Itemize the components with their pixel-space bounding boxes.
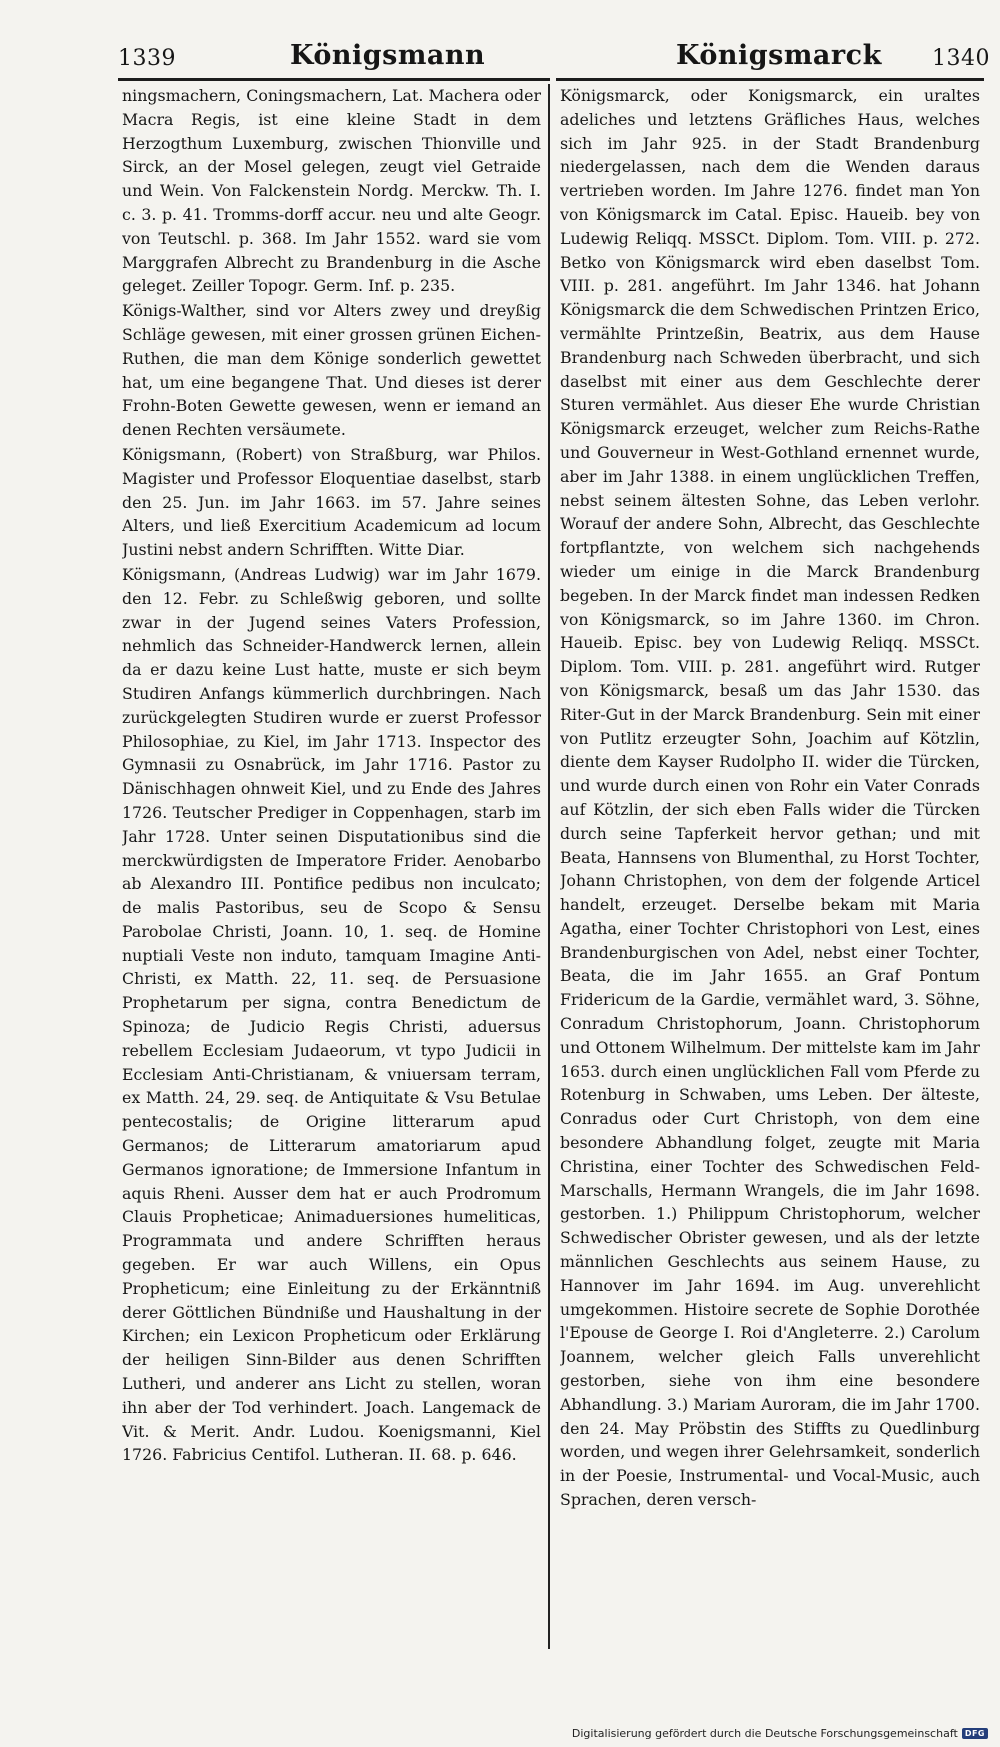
column-divider bbox=[548, 84, 550, 1649]
entry-ningsmachern: ningsmachern, Coningsmachern, Lat. Machera oder Macra Regis, ist eine kleine Stadt in dem Herzogthum Luxemburg, zwischen Thionville und Sirck, an der Mosel gelegen, zeugt viel Getraide und Wein. Von Falckenstein Nordg. Merckw. Th. I. c. 3. p. 41. Tromms-dorff accur. neu und alte Geogr. von Teutschl. p. 368. Im Jahr 1552. ward sie vom Marggrafen Albrecht zu Brandenburg in die Asche geleget. Zeiller Topogr. Germ. Inf. p. 235. bbox=[122, 86, 541, 296]
header-rule-right bbox=[556, 78, 984, 81]
entry-koenigsmarck: Königsmarck, oder Konigsmarck, ein uraltes adeliches und letztens Gräfliches Haus, welches sich im Jahr 925. in der Stadt Brandenburg niedergelassen, nach dem die Wenden daraus vertrieben worden. Im Jahre 1276. findet man Yon von Königsmarck im Catal. Episc. Haueib. bey von Ludewig Reliqq. MSSCt. Diplom. Tom. VIII. p. 272. Betko von Königsmarck wird eben daselbst Tom. VIII. p. 281. angeführt. Im Jahr 1346. hat Johann Königsmarck die dem Schwedischen Printzen Erico, vermählte Printzeßin, Beatrix, aus dem Hause Brandenburg nach Schweden überbracht, und sich daselbst mit einer aus dem Geschlechte derer Sturen vermählet. Aus dieser Ehe wurde Christian Königsmarck erzeuget, welcher zum Reichs-Rathe und Gouverneur in West-Gothland ernennet wurde, aber im Jahr 1388. in einem unglücklichen Treffen, nebst seinem ältesten Sohne, das Leben verlohr. Worauf der andere Sohn, Albrecht, das Geschlechte fortpflantzte, von welchem sich nachgehends wieder um einige in die Marck Brandenburg begeben. In der Marck findet man indessen Redken von Königsmarck, so im Jahre 1360. im Chron. Haueib. Episc. bey von Ludewig Reliqq. MSSCt. Diplom. Tom. VIII. p. 281. angeführt wird. Rutger von Königsmarck, besaß um das Jahr 1530. das Riter-Gut in der Marck Brandenburg. Sein mit einer von Putlitz erzeugter Sohn, Joachim auf Kötzlin, diente dem Kayser Rudolpho II. wider die Türcken, und wurde durch einen von Rohr ein Vater Conrads auf Kötzlin, der sich eben Falls wider die Türcken durch seine Tapferkeit hervor gethan; und mit Beata, Hannsens von Blumenthal, zu Horst Tochter, Johann Christophen, von dem der folgende Articel handelt, erzeuget. Derselbe bekam mit Maria Agatha, einer Tochter Christophori von Lest, eines Brandenburgischen von Adel, nebst einer Tochter, Beata, die im Jahr 1655. an Graf Pontum Fridericum de la Gardie, vermählet ward, 3. Söhne, Conradum Christophorum, Joann. Christophorum und Ottonem Wilhelmum. Der mittelste kam im Jahr 1653. durch einen unglücklichen Fall vom Pferde zu Rotenburg in Schwaben, ums Leben. Der älteste, Conradus oder Curt Christoph, von dem eine besondere Abhandlung folget, zeugte mit Maria Christina, einer Tochter des Schwedischen Feld-Marschalls, Hermann Wrangels, die im Jahr 1698. gestorben. 1.) Philippum Christophorum, welcher Schwedischer Obrister gewesen, und als der letzte männlichen Geschlechts aus seinem Hause, zu Hannover im Jahr 1694. im Aug. unverehlicht umgekommen. Histoire secrete de Sophie Dorothée l'Epouse de George I. Roi d'Angleterre. 2.) Carolum Joannem, welcher gleich Falls unverehlicht gestorben, siehe von ihm eine besondere Abhandlung. 3.) Mariam Auroram, die im Jahr 1700. den 24. May Pröbstin des Stiffts zu Quedlinburg worden, und wegen ihrer Gelehrsamkeit, sonderlich in der Poesie, Instrumental- und Vocal-Music, auch Sprachen, deren versch- bbox=[560, 86, 980, 1510]
right-column bbox=[560, 84, 980, 1649]
left-column bbox=[122, 84, 541, 1609]
entry-koenigs-walther: Königs-Walther, sind vor Alters zwey und dreyßig Schläge gewesen, mit einer grossen grünen Eichen-Ruthen, die man dem Könige sonderlich gewettet hat, um eine begangene That. Und dieses ist derer Frohn-Boten Gewette gewesen, wenn er iemand an denen Rechten versäumete. bbox=[122, 301, 541, 440]
entry-koenigsmann-robert: Königsmann, (Robert) von Straßburg, war Philos. Magister und Professor Eloquentiae daselbst, starb den 25. Jun. im Jahr 1663. im 57. Jahre seines Alters, und ließ Exercitium Academicum ad locum Justini nebst andern Schrifften. Witte Diar. bbox=[122, 444, 541, 560]
left-page-number: 1339 bbox=[118, 46, 176, 71]
right-page-number: 1340 bbox=[932, 46, 990, 71]
footer-text: Digitalisierung gefördert durch die Deutsche Forschungsgemeinschaft bbox=[571, 1727, 958, 1740]
dfg-logo-icon: DFG bbox=[962, 1728, 988, 1739]
header-rule-left bbox=[118, 78, 550, 81]
left-catchword: Königsmann bbox=[290, 40, 486, 71]
right-catchword: Königsmarck bbox=[676, 40, 882, 71]
entry-koenigsmann-andreas-ludwig: Königsmann, (Andreas Ludwig) war im Jahr 1679. den 12. Febr. zu Schleßwig geboren, und sollte zwar in der Jugend seines Vaters Profession, nehmlich das Schneider-Handwerck lernen, allein da er dazu keine Lust hatte, muste er sich beym Studiren Anfangs kümmerlich durchbringen. Nach zurückgelegten Studiren wurde er zuerst Professor Philosophiae, zu Kiel, im Jahr 1713. Inspector des Gymnasii zu Osnabrück, im Jahr 1716. Pastor zu Dänischhagen ohnweit Kiel, und zu Ende des Jahres 1726. Teutscher Prediger in Coppenhagen, starb im Jahr 1728. Unter seinen Disputationibus sind die merckwürdigsten de Imperatore Frider. Aenobarbo ab Alexandro III. Pontifice pedibus non inculcato; de malis Pastoribus, seu de Scopo & Sensu Parobolae Christi, Joann. 10, 1. seq. de Homine nuptiali Veste non induto, tamquam Imagine Anti-Christi, ex Matth. 22, 11. seq. de Persuasione Prophetarum per signa, contra Benedictum de Spinoza; de Judicio Regis Christi, aduersus rebellem Ecclesiam Judaeorum, vt typo Judicii in Ecclesiam Anti-Christianam, & vniuersam terram, ex Matth. 24, 29. seq. de Antiquitate & Vsu Betulae pentecostalis; de Origine litterarum apud Germanos; de Litterarum amatoriarum apud Germanos ignoratione; de Immersione Infantum in aquis Rheni. Ausser dem hat er auch Prodromum Clauis Propheticae; Animaduersiones humeliticas, Programmata und andere Schrifften heraus gegeben. Er war auch Willens, ein Opus Propheticum; eine Einleitung zu der Erkänntniß derer Göttlichen Bündniße und Haushaltung in der Kirchen; ein Lexicon Propheticum oder Erklärung der heiligen Sinn-Bilder aus denen Schrifften Lutheri, und anderer ans Licht zu stellen, woran ihn aber der Tod verhindert. Joach. Langemack de Vit. & Merit. Andr. Ludou. Koenigsmanni, Kiel 1726. Fabricius Centifol. Lutheran. II. 68. p. 646. bbox=[122, 564, 541, 1465]
digitization-footer bbox=[572, 1727, 988, 1740]
